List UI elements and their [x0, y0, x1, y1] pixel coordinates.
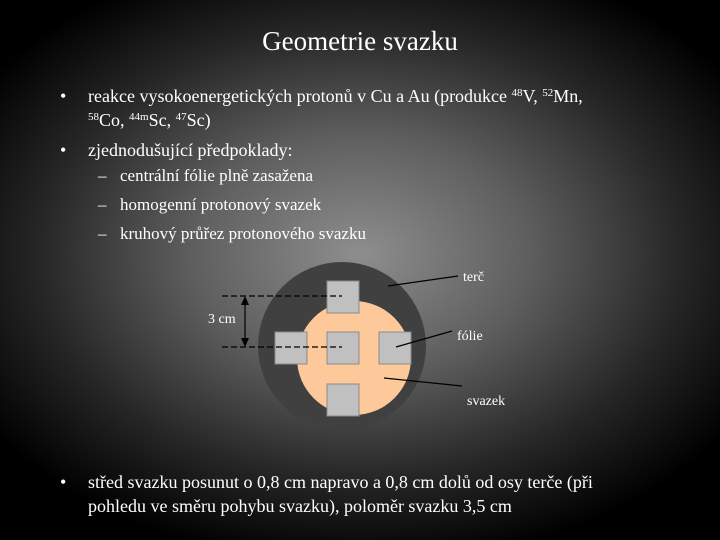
foil-right [379, 332, 411, 364]
sub-dash: – [98, 195, 107, 214]
isotope-symbol: Mn, [553, 86, 583, 106]
leader-line-target [388, 276, 458, 286]
bullet-marker: • [60, 472, 67, 492]
bullet-beam-offset-line1: střed svazku posunut o 0,8 cm napravo a 0,8 cm dolů od osy terče (při [88, 472, 593, 492]
bullet-marker: • [60, 140, 67, 160]
bullet-assumptions: zjednodušující předpoklady: [88, 140, 293, 160]
foil-bottom [327, 384, 359, 416]
isotope-mass: 58 [88, 111, 99, 124]
isotope-mass: 52 [542, 87, 554, 99]
sub-dash: – [98, 224, 107, 243]
label-foil: fólie [457, 329, 483, 344]
isotope-mass: 48 [511, 87, 523, 99]
sub-item-foil-hit: centrální fólie plně zasažena [120, 166, 314, 185]
bullet-beam-offset-line2: pohledu ve směru pohybu svazku), poloměr svazku 3,5 cm [88, 496, 512, 517]
dimension-arrowhead-down [241, 338, 249, 347]
isotope-symbol: Sc, [148, 110, 172, 131]
sub-item-homogeneous-beam: homogenní protonový svazek [120, 195, 322, 214]
isotope-symbol: Sc) [186, 110, 211, 131]
isotope-symbol: V, [522, 86, 538, 106]
dimension-label: 3 cm [208, 312, 236, 327]
dimension-arrowhead-up [241, 296, 249, 305]
isotope-symbol: Co, [99, 110, 125, 131]
label-target: terč [463, 270, 484, 285]
foil-top [327, 281, 359, 313]
sub-item-circular-beam: kruhový průřez protonového svazku [120, 224, 366, 243]
isotope-mass: 47 [175, 111, 187, 124]
label-beam: svazek [467, 394, 506, 409]
foil-center [327, 332, 359, 364]
isotope-mass: 44m [129, 111, 149, 124]
bullet-reactions-text: reakce vysokoenergetických protonů v Cu a Au (produkce [88, 86, 508, 106]
page-title: Geometrie svazku [262, 26, 458, 56]
bullet-beam-offset [88, 470, 688, 519]
bullet-marker: • [60, 86, 67, 106]
foil-left [275, 332, 307, 364]
sub-dash: – [98, 166, 107, 185]
